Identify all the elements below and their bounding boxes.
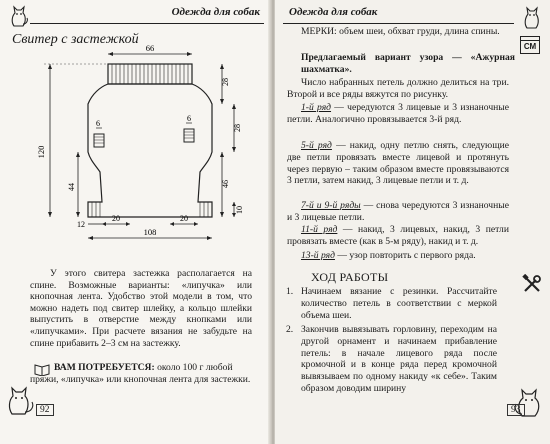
- right-running-header: [283, 6, 514, 24]
- step-2: [287, 324, 497, 395]
- dim-armhole-right: 6: [187, 114, 191, 123]
- right-header-text: Одежда для собак: [289, 6, 378, 18]
- measure-heading: МЕРКИ:: [301, 26, 337, 37]
- row-11-label: 11-й ряд: [301, 224, 338, 235]
- cat-icon-top-right: [520, 2, 544, 30]
- collar-rib: [108, 64, 192, 84]
- left-page-number: 92: [36, 404, 54, 416]
- armhole-left: [94, 128, 104, 147]
- row-13-paragraph: [287, 250, 509, 262]
- right-page-number: 93: [507, 404, 525, 416]
- dim-bottom-small: 12: [77, 220, 85, 229]
- step-1-number: 1.: [286, 286, 294, 297]
- row-13-text: — узор повторить с первого ряда.: [337, 250, 476, 261]
- row-5-label: 5-й ряд: [301, 140, 332, 151]
- cat-icon-bottom-left: [4, 380, 38, 416]
- row-5-paragraph: [287, 140, 509, 187]
- armhole-right: [184, 123, 194, 142]
- row-1-paragraph: [287, 102, 509, 126]
- stitch-count-paragraph: Число набранных петель должно делиться на три. Второй и все ряды вяжутся по рисунку.: [287, 77, 509, 100]
- cat-icon: [8, 2, 30, 28]
- section-title: Свитер с застежкой: [12, 32, 139, 47]
- left-page: [0, 0, 272, 444]
- step-1: [287, 286, 497, 321]
- row-7-paragraph: [287, 200, 509, 224]
- dim-armhole-left: 6: [96, 119, 100, 128]
- row-7-text: — снова чередуются 3 изнаночные и 3 лицевые петли.: [287, 200, 509, 223]
- row-13-label: 13-й ряд: [301, 250, 335, 261]
- row-11-paragraph: [287, 224, 509, 248]
- sweater-pattern-diagram: [30, 42, 255, 247]
- row-7-label: 7-й и 9-й ряды: [301, 200, 361, 211]
- left-running-header: [30, 6, 264, 24]
- tools-icon: [522, 274, 542, 294]
- step-2-text: Закончив вывязывать горловину, переходим на другой орнамент и начинаем прибавление петель: в начале лицевого ряда после кромочной и в конце ряда перед кромочной вывязываем по одному накиду «к себе». Таким образом доводим ширину: [301, 324, 497, 394]
- dim-left-height: 120: [36, 145, 46, 159]
- needs-block: [30, 362, 258, 385]
- work-progress-heading: ХОД РАБОТЫ: [311, 270, 389, 284]
- dim-right-top: 28: [221, 78, 230, 86]
- dim-bottom-total: 108: [143, 227, 157, 237]
- row-1-text: — чередуются 3 лицевые и 3 изнаночные петли. Аналогично провязывается 3-й ряд.: [287, 102, 510, 125]
- dim-bottom-seg2: 20: [180, 214, 188, 223]
- measurements-block: [287, 26, 509, 38]
- needs-text: около 100 г любой пряжи, «липучка» или кнопочная лента для застежки.: [30, 362, 251, 385]
- body-outline: [88, 84, 212, 217]
- measuring-tape-icon: СМ: [520, 40, 540, 54]
- measure-text: объем шеи, обхват груди, длина спины.: [339, 26, 500, 37]
- dim-right-mid: 28: [233, 124, 242, 132]
- left-header-text: Одежда для собак: [171, 6, 260, 18]
- step-2-number: 2.: [286, 324, 294, 335]
- row-11-text: — накид, 3 лицевых, накид, 3 петли провязать вместе (как в 5-м ряду), накид и т. д.: [287, 224, 509, 247]
- row-1-label: 1-й ряд: [301, 102, 332, 113]
- step-1-text: Начинаем вязание с резинки. Рассчитайте количество петель в соответствии с меркой объема шеи.: [301, 286, 497, 321]
- pattern-heading: Предлагаемый вариант узора — «Ажурная шахматка».: [301, 52, 515, 75]
- needs-heading: ВАМ ПОТРЕБУЕТСЯ:: [54, 362, 155, 373]
- dim-left-lower: 44: [67, 183, 76, 191]
- dim-bottom-seg1: 20: [112, 214, 120, 223]
- row-5-text: — накид, одну петлю снять, следующие две петли провязать вместе лицевой и протянуть через первую – таким образом вместе провязываются 3 петли, затем накид, 3 лицевые петли и т. д.: [287, 140, 510, 187]
- dim-right-lower: 46: [221, 180, 230, 188]
- dim-right-bottom: 10: [235, 206, 244, 214]
- left-paragraph: У этого свитера застежка располагается на спине. Возможные варианты: «липучка» или кнопочная лента. Удобство этой модели в том, что можно надеть под свитер шлейку, а кольцо шлейки выпустить в отверстие между кнопками или «липучками». При расчете вязания не забудьте на спине прибавить 2–3 см на застежку.: [30, 268, 252, 349]
- right-page: [275, 0, 550, 444]
- dim-top-width: 66: [145, 43, 155, 53]
